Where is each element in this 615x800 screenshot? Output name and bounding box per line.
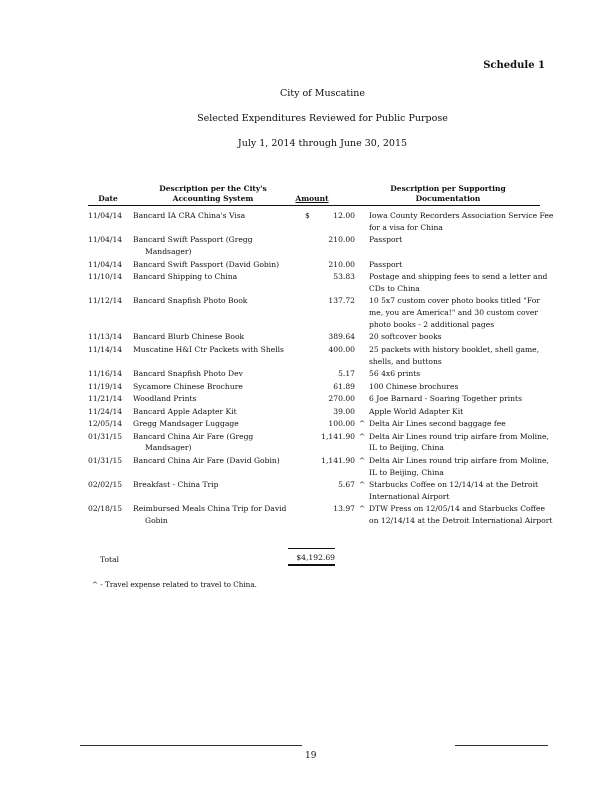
row-amount: 61.89: [333, 381, 355, 391]
row-travel-marker: ^: [358, 455, 366, 465]
row-currency: [295, 503, 315, 527]
row-amount: 53.83: [333, 272, 355, 282]
row-date: 12/05/14: [88, 419, 123, 429]
row-support: 100 Chinese brochures: [369, 381, 459, 391]
total-label: Total: [100, 555, 120, 564]
table-row: [88, 431, 548, 455]
table-row: [88, 234, 548, 258]
row-amount: 389.64: [328, 332, 355, 342]
footnote: ^ - Travel expense related to travel to China.: [92, 580, 257, 589]
row-description: Bancard Swift Passport (David Gobin): [133, 259, 280, 269]
row-description: Bancard Swift Passport (Gregg Mandsager): [133, 235, 253, 257]
row-travel-marker: ^: [358, 480, 366, 490]
report-period: July 1, 2014 through June 30, 2015: [237, 138, 408, 149]
row-amount: 12.00: [333, 211, 355, 220]
row-currency: [295, 418, 315, 430]
table-row: [88, 271, 548, 295]
row-support: Delta Air Lines round trip airfare from Moline, IL to Beijing, China: [369, 455, 549, 477]
row-date: 11/24/14: [88, 406, 123, 416]
row-amount: 39.00: [333, 406, 355, 416]
row-support: 25 packets with history booklet, shell game, shells, and buttons: [369, 344, 540, 366]
table-row: [88, 259, 548, 271]
row-description: Reimbursed Meals China Trip for David Gobin: [133, 504, 287, 526]
table-row: [88, 503, 553, 527]
row-travel-marker: ^: [358, 419, 366, 429]
row-amount: 400.00: [328, 344, 355, 354]
page-number: 19: [305, 751, 317, 761]
footer-rule: [455, 745, 548, 746]
row-description: Sycamore Chinese Brochure: [133, 381, 243, 391]
table-row: [88, 381, 548, 393]
row-date: 01/31/15: [88, 455, 123, 465]
row-support: Passport: [369, 235, 403, 245]
row-amount: 5.67: [338, 480, 355, 490]
row-date: 01/31/15: [88, 431, 123, 441]
row-amount: 137.72: [328, 296, 355, 306]
header-description: Description per the City's Accounting System: [159, 184, 267, 203]
row-travel-marker: ^: [358, 504, 366, 514]
report-entity: City of Muscatine: [279, 88, 366, 99]
row-date: 11/04/14: [88, 259, 123, 269]
row-amount: 210.00: [328, 235, 355, 245]
table-header: [88, 184, 540, 206]
row-date: 02/18/15: [88, 504, 123, 514]
row-currency: [295, 406, 315, 418]
row-travel-marker: [355, 295, 369, 330]
row-description: Bancard China Air Fare (Gregg Mandsager): [133, 431, 254, 453]
row-currency: [295, 344, 315, 368]
row-description: Bancard Shipping to China: [133, 272, 238, 282]
table-row: [88, 406, 548, 418]
row-date: 02/02/15: [88, 480, 123, 490]
row-travel-marker: [355, 344, 369, 368]
row-currency: [295, 381, 315, 393]
row-support: Delta Air Lines round trip airfare from Moline, IL to Beijing, China: [369, 431, 549, 453]
row-travel-marker: [355, 368, 369, 380]
row-support: Iowa County Recorders Association Service Fee for a visa for China: [369, 211, 554, 232]
row-amount: 210.00: [328, 259, 355, 269]
table-row: [88, 344, 548, 368]
table-row: [88, 210, 554, 234]
row-travel-marker: [355, 259, 369, 271]
row-support: 6 Joe Barnard - Soaring Together prints: [369, 394, 522, 404]
row-description: Bancard Apple Adapter Kit: [133, 406, 237, 416]
row-date: 11/19/14: [88, 381, 123, 391]
row-amount: 270.00: [328, 394, 355, 404]
table-row: [88, 295, 548, 330]
row-currency: [295, 271, 315, 295]
row-description: Breakfast - China Trip: [133, 480, 219, 490]
row-date: 11/21/14: [88, 394, 123, 404]
row-description: Woodland Prints: [133, 394, 197, 404]
row-currency: [295, 431, 315, 455]
row-support: DTW Press on 12/05/14 and Starbucks Coffee on 12/14/14 at the Detroit International Airport: [369, 504, 553, 526]
header-amount: Amount: [295, 194, 329, 203]
row-date: 11/13/14: [88, 332, 123, 342]
row-date: 11/16/14: [88, 369, 123, 379]
row-support: 56 4x6 prints: [369, 369, 421, 379]
header-support: Description per Supporting Documentation: [390, 184, 506, 203]
row-currency: [295, 368, 315, 380]
table-row: [88, 455, 548, 479]
row-amount: 1,141.90: [321, 431, 355, 441]
row-amount: 5.17: [338, 369, 355, 379]
report-title: Selected Expenditures Reviewed for Public Purpose: [197, 113, 448, 124]
table-row: [88, 418, 548, 430]
row-description: Bancard China Air Fare (David Gobin): [133, 455, 280, 465]
row-date: 11/10/14: [88, 272, 123, 282]
row-description: Bancard IA CRA China's Visa: [133, 211, 246, 220]
row-support: Apple World Adapter Kit: [369, 406, 464, 416]
row-amount: 13.97: [333, 504, 355, 514]
row-travel-marker: [355, 210, 369, 234]
row-description: Bancard Blurb Chinese Book: [133, 332, 245, 342]
row-travel-marker: [355, 393, 369, 405]
row-currency: [295, 295, 315, 330]
row-support: 20 softcover books: [369, 332, 442, 342]
row-currency: [295, 331, 315, 343]
row-travel-marker: ^: [358, 431, 366, 441]
row-support: Postage and shipping fees to send a letter and CDs to China: [369, 272, 548, 293]
row-amount: 1,141.90: [321, 455, 355, 465]
footer-rule: [80, 745, 302, 746]
row-currency: [295, 259, 315, 271]
schedule-label: Schedule 1: [483, 60, 545, 71]
total-amount: $4,192.69: [288, 548, 335, 566]
row-travel-marker: [355, 234, 369, 258]
row-description: Bancard Snapfish Photo Dev: [133, 369, 243, 379]
row-currency: [295, 234, 315, 258]
row-amount: 100.00: [328, 419, 355, 429]
row-date: 11/04/14: [88, 235, 123, 245]
row-support: 10 5x7 custom cover photo books titled "For me, you are America!" and 30 custom cover photo books - 2 additional pages: [369, 296, 540, 329]
header-date: Date: [98, 194, 118, 203]
row-currency: [295, 479, 315, 503]
row-travel-marker: [355, 381, 369, 393]
row-description: Gregg Mandsager Luggage: [133, 419, 239, 429]
table-row: [88, 393, 548, 405]
row-currency: [295, 393, 315, 405]
table-row: [88, 479, 548, 503]
row-support: Starbucks Coffee on 12/14/14 at the Detroit International Airport: [369, 480, 539, 501]
row-travel-marker: [355, 271, 369, 295]
row-currency: [295, 455, 315, 479]
row-travel-marker: [355, 406, 369, 418]
table-row: [88, 368, 548, 380]
row-currency: $: [305, 211, 310, 220]
table-row: [88, 331, 548, 343]
row-date: 11/12/14: [88, 296, 123, 306]
row-support: Delta Air Lines second baggage fee: [369, 419, 506, 429]
row-support: Passport: [369, 259, 403, 269]
row-description: Bancard Snapfish Photo Book: [133, 296, 248, 306]
row-description: Muscatine H&I Ctr Packets with Shells: [133, 344, 284, 354]
row-date: 11/14/14: [88, 344, 123, 354]
row-date: 11/04/14: [88, 211, 123, 220]
row-travel-marker: [355, 331, 369, 343]
expenditure-table: [88, 210, 554, 528]
